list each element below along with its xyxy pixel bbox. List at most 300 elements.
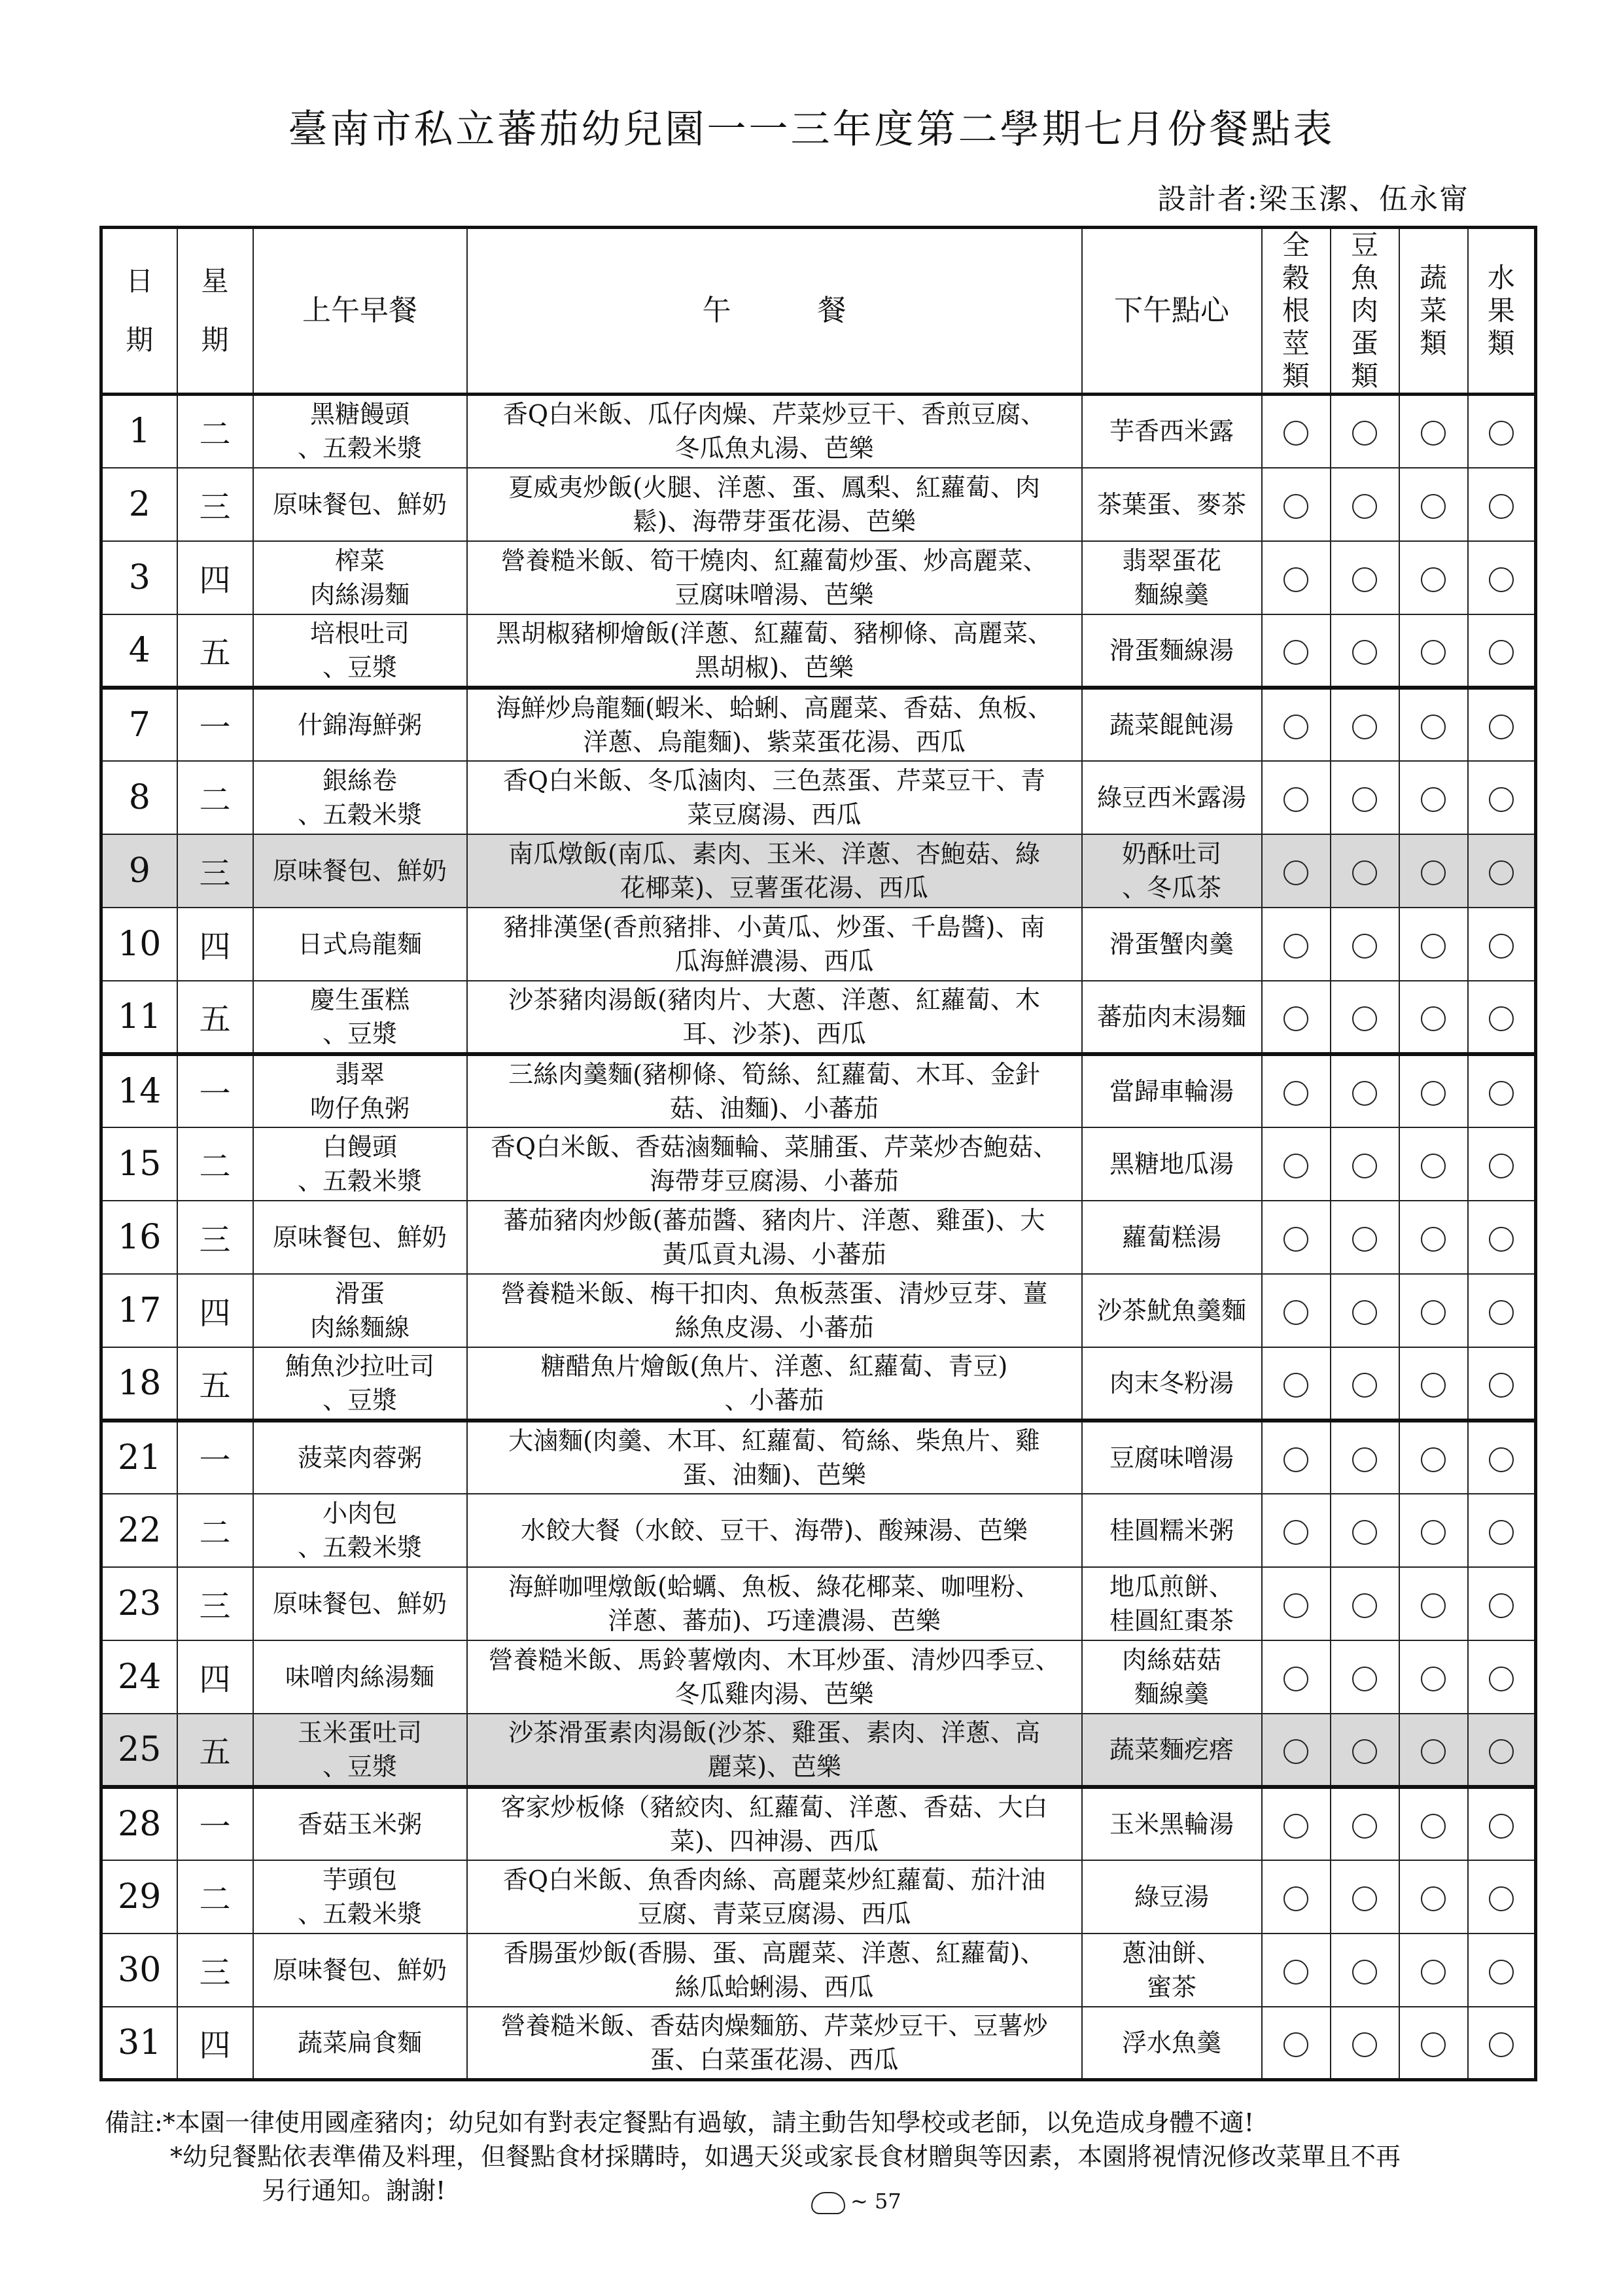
snack-cell-line: 肉絲菇菇 bbox=[1121, 1645, 1221, 1674]
day-cell: 3 bbox=[101, 541, 177, 614]
lunch-cell bbox=[467, 1714, 1082, 1787]
check-circle-icon[interactable] bbox=[1421, 1886, 1446, 1911]
snack-cell-line: 桂圓紅棗茶 bbox=[1109, 1606, 1234, 1635]
check-circle-icon[interactable] bbox=[1283, 2032, 1308, 2057]
lunch-cell-line: 冬瓜魚丸湯、芭樂 bbox=[674, 434, 874, 463]
breakfast-cell bbox=[253, 395, 467, 468]
check-circle-icon[interactable] bbox=[1283, 567, 1308, 592]
snack-cell-line: 綠豆湯 bbox=[1134, 1882, 1209, 1911]
breakfast-cell bbox=[253, 1860, 467, 1934]
breakfast-cell bbox=[253, 908, 467, 981]
breakfast-cell bbox=[253, 1567, 467, 1640]
check-circle-icon[interactable] bbox=[1421, 567, 1446, 592]
lunch-cell bbox=[467, 1274, 1082, 1347]
day-cell: 22 bbox=[101, 1494, 177, 1567]
check-circle-icon[interactable] bbox=[1421, 1739, 1446, 1764]
check-circle-icon[interactable] bbox=[1421, 1447, 1446, 1472]
breakfast-cell bbox=[253, 1640, 467, 1714]
snack-cell bbox=[1082, 981, 1262, 1054]
page-title: 臺南市私立蕃茄幼兒園一一三年度第二學期七月份餐點表 bbox=[288, 107, 1335, 152]
fruit-check-cell bbox=[1468, 1274, 1536, 1347]
grains-check-cell bbox=[1262, 1787, 1331, 1860]
snack-cell-line: 麵線羹 bbox=[1134, 580, 1209, 609]
lunch-cell bbox=[467, 1054, 1082, 1127]
note-line: *幼兒餐點依表準備及料理，但餐點食材採購時，如遇天災或家長食材贈與等因素，本園將視情況修改菜單且不再 bbox=[170, 2142, 1401, 2171]
breakfast-cell-line: 慶生蛋糕 bbox=[309, 985, 410, 1014]
snack-cell bbox=[1082, 1201, 1262, 1274]
snack-cell-line: 蕃茄肉末湯麵 bbox=[1096, 1002, 1246, 1031]
check-circle-icon[interactable] bbox=[1421, 1373, 1446, 1398]
check-circle-icon[interactable] bbox=[1352, 1006, 1377, 1031]
lunch-cell-line: 沙茶豬肉湯飯(豬肉片、大蔥、洋蔥、紅蘿蔔、木 bbox=[508, 985, 1040, 1014]
check-circle-icon[interactable] bbox=[1421, 1227, 1446, 1252]
check-circle-icon[interactable] bbox=[1489, 1886, 1514, 1911]
check-circle-icon[interactable] bbox=[1421, 1960, 1446, 1985]
check-circle-icon[interactable] bbox=[1283, 1300, 1308, 1325]
check-circle-icon[interactable] bbox=[1352, 1300, 1377, 1325]
breakfast-cell bbox=[253, 2007, 467, 2080]
lunch-cell-line: 豬排漢堡(香煎豬排、小黃瓜、炒蛋、千島醬)、南 bbox=[503, 912, 1045, 942]
table-body bbox=[101, 395, 1536, 2080]
lunch-cell-line: 香Q白米飯、香菇滷麵輪、菜脯蛋、芹菜炒杏鮑菇、 bbox=[490, 1132, 1058, 1161]
check-circle-icon[interactable] bbox=[1421, 1081, 1446, 1106]
check-circle-icon[interactable] bbox=[1489, 1520, 1514, 1545]
check-circle-icon[interactable] bbox=[1352, 1520, 1377, 1545]
check-circle-icon[interactable] bbox=[1352, 1886, 1377, 1911]
table-row bbox=[101, 1714, 1536, 1787]
snack-cell-line: 滑蛋蟹肉羹 bbox=[1109, 929, 1234, 959]
breakfast-cell bbox=[253, 834, 467, 908]
check-circle-icon[interactable] bbox=[1421, 421, 1446, 446]
lunch-cell bbox=[467, 2007, 1082, 2080]
snack-cell bbox=[1082, 541, 1262, 614]
check-circle-icon[interactable] bbox=[1352, 1739, 1377, 1764]
lunch-cell bbox=[467, 1567, 1082, 1640]
check-circle-icon[interactable] bbox=[1352, 1227, 1377, 1252]
check-circle-icon[interactable] bbox=[1283, 1960, 1308, 1985]
breakfast-cell-line: 培根吐司 bbox=[309, 618, 410, 648]
snack-cell-line: 奶酥吐司 bbox=[1121, 839, 1221, 868]
breakfast-cell bbox=[253, 1201, 467, 1274]
day-cell: 23 bbox=[101, 1567, 177, 1640]
smiley-face-icon bbox=[811, 2192, 845, 2214]
check-circle-icon[interactable] bbox=[1352, 567, 1377, 592]
lunch-cell-line: 豆腐、青菜豆腐湯、西瓜 bbox=[637, 1899, 911, 1928]
table-row bbox=[101, 1567, 1536, 1640]
day-cell: 31 bbox=[101, 2007, 177, 2080]
day-cell: 21 bbox=[101, 1421, 177, 1494]
check-circle-icon[interactable] bbox=[1283, 934, 1308, 959]
lunch-cell-line: 夏威夷炒飯(火腿、洋蔥、蛋、鳳梨、紅蘿蔔、肉 bbox=[508, 472, 1040, 502]
snack-cell-line: 蜜茶 bbox=[1146, 1972, 1196, 2002]
lunch-cell-line: 大滷麵(肉羹、木耳、紅蘿蔔、筍絲、柴魚片、雞 bbox=[508, 1426, 1040, 1455]
check-circle-icon[interactable] bbox=[1283, 1154, 1308, 1178]
breakfast-cell-line: 銀絲卷 bbox=[322, 766, 397, 795]
grains-check-cell bbox=[1262, 395, 1331, 468]
header-weekday: 星 期 bbox=[177, 228, 253, 395]
grains-check-cell bbox=[1262, 468, 1331, 541]
weekday-cell: 四 bbox=[177, 2007, 253, 2080]
lunch-cell bbox=[467, 614, 1082, 688]
check-circle-icon[interactable] bbox=[1421, 860, 1446, 885]
check-circle-icon[interactable] bbox=[1352, 1814, 1377, 1839]
lunch-cell-line: 水餃大餐（水餃、豆干、海帶)、酸辣湯、芭樂 bbox=[521, 1515, 1028, 1545]
snack-cell bbox=[1082, 1127, 1262, 1201]
breakfast-cell bbox=[253, 761, 467, 834]
snack-cell-line: 綠豆西米露湯 bbox=[1096, 783, 1246, 812]
check-circle-icon[interactable] bbox=[1489, 567, 1514, 592]
breakfast-cell bbox=[253, 1421, 467, 1494]
breakfast-cell-line: 、豆漿 bbox=[322, 1385, 397, 1415]
weekday-cell: 一 bbox=[177, 1421, 253, 1494]
check-circle-icon[interactable] bbox=[1489, 1667, 1514, 1691]
breakfast-cell bbox=[253, 981, 467, 1054]
protein-check-cell bbox=[1331, 834, 1399, 908]
page-number-text: ~ 57 bbox=[850, 2189, 901, 2214]
vegetables-check-cell bbox=[1399, 1640, 1468, 1714]
check-circle-icon[interactable] bbox=[1352, 787, 1377, 812]
fruit-check-cell bbox=[1468, 2007, 1536, 2080]
check-circle-icon[interactable] bbox=[1352, 1447, 1377, 1472]
check-circle-icon[interactable] bbox=[1283, 1593, 1308, 1618]
vegetables-check-cell bbox=[1399, 981, 1468, 1054]
snack-cell-line: 蘿蔔糕湯 bbox=[1121, 1222, 1221, 1252]
lunch-cell-line: 黑胡椒)、芭樂 bbox=[695, 652, 854, 682]
weekday-cell: 五 bbox=[177, 614, 253, 688]
vegetables-check-cell bbox=[1399, 1421, 1468, 1494]
check-circle-icon[interactable] bbox=[1421, 787, 1446, 812]
lunch-cell-line: 豆腐味噌湯、芭樂 bbox=[674, 580, 874, 609]
protein-check-cell bbox=[1331, 1421, 1399, 1494]
grains-check-cell bbox=[1262, 1201, 1331, 1274]
vegetables-check-cell bbox=[1399, 1787, 1468, 1860]
weekday-cell: 二 bbox=[177, 1494, 253, 1567]
protein-check-cell bbox=[1331, 1274, 1399, 1347]
check-circle-icon[interactable] bbox=[1489, 1227, 1514, 1252]
check-circle-icon[interactable] bbox=[1489, 1373, 1514, 1398]
check-circle-icon[interactable] bbox=[1352, 1667, 1377, 1691]
breakfast-cell-line: 、五穀米漿 bbox=[297, 434, 422, 463]
fruit-check-cell bbox=[1468, 1127, 1536, 1201]
check-circle-icon[interactable] bbox=[1421, 934, 1446, 959]
vegetables-check-cell bbox=[1399, 1860, 1468, 1934]
breakfast-cell-line: 滑蛋 bbox=[334, 1279, 385, 1308]
check-circle-icon[interactable] bbox=[1489, 715, 1514, 739]
protein-check-cell bbox=[1331, 1860, 1399, 1934]
lunch-cell-line: 絲瓜蛤蜊湯、西瓜 bbox=[674, 1972, 874, 2002]
table-row bbox=[101, 541, 1536, 614]
weekday-cell: 四 bbox=[177, 1274, 253, 1347]
breakfast-cell-line: 、五穀米漿 bbox=[297, 1166, 422, 1195]
snack-cell bbox=[1082, 1714, 1262, 1787]
check-circle-icon[interactable] bbox=[1489, 1081, 1514, 1106]
check-circle-icon[interactable] bbox=[1283, 1814, 1308, 1839]
breakfast-cell-line: 原味餐包、鮮奶 bbox=[272, 1222, 447, 1252]
check-circle-icon[interactable] bbox=[1283, 494, 1308, 519]
fruit-check-cell bbox=[1468, 688, 1536, 761]
weekday-cell: 二 bbox=[177, 1127, 253, 1201]
fruit-check-cell bbox=[1468, 1494, 1536, 1567]
fruit-check-cell bbox=[1468, 1934, 1536, 2007]
check-circle-icon[interactable] bbox=[1283, 715, 1308, 739]
lunch-cell-line: 海鮮咖哩燉飯(蛤蠣、魚板、綠花椰菜、咖哩粉、 bbox=[508, 1572, 1040, 1601]
fruit-check-cell bbox=[1468, 981, 1536, 1054]
check-circle-icon[interactable] bbox=[1489, 787, 1514, 812]
weekday-cell: 四 bbox=[177, 1640, 253, 1714]
day-cell: 2 bbox=[101, 468, 177, 541]
breakfast-cell-line: 、豆漿 bbox=[322, 1752, 397, 1781]
check-circle-icon[interactable] bbox=[1421, 1520, 1446, 1545]
table-row bbox=[101, 468, 1536, 541]
check-circle-icon[interactable] bbox=[1283, 860, 1308, 885]
check-circle-icon[interactable] bbox=[1421, 715, 1446, 739]
meal-table bbox=[99, 226, 1537, 2081]
lunch-cell bbox=[467, 761, 1082, 834]
check-circle-icon[interactable] bbox=[1352, 1960, 1377, 1985]
check-circle-icon[interactable] bbox=[1283, 1886, 1308, 1911]
header-lunch: 午 餐 bbox=[467, 228, 1082, 395]
vegetables-check-cell bbox=[1399, 2007, 1468, 2080]
day-cell: 30 bbox=[101, 1934, 177, 2007]
day-cell: 11 bbox=[101, 981, 177, 1054]
check-circle-icon[interactable] bbox=[1352, 860, 1377, 885]
check-circle-icon[interactable] bbox=[1489, 1593, 1514, 1618]
check-circle-icon[interactable] bbox=[1283, 787, 1308, 812]
snack-cell-line: 桂圓糯米粥 bbox=[1109, 1515, 1234, 1545]
breakfast-cell-line: 、五穀米漿 bbox=[297, 1532, 422, 1562]
check-circle-icon[interactable] bbox=[1352, 1373, 1377, 1398]
weekday-cell: 五 bbox=[177, 1347, 253, 1421]
check-circle-icon[interactable] bbox=[1283, 1739, 1308, 1764]
lunch-cell-line: 、小蕃茄 bbox=[724, 1385, 824, 1415]
snack-cell bbox=[1082, 614, 1262, 688]
check-circle-icon[interactable] bbox=[1489, 1447, 1514, 1472]
check-circle-icon[interactable] bbox=[1283, 1373, 1308, 1398]
lunch-cell bbox=[467, 395, 1082, 468]
check-circle-icon[interactable] bbox=[1352, 1593, 1377, 1618]
breakfast-cell-line: 鮪魚沙拉吐司 bbox=[285, 1351, 434, 1381]
check-circle-icon[interactable] bbox=[1352, 1154, 1377, 1178]
lunch-cell bbox=[467, 1934, 1082, 2007]
breakfast-cell-line: 香菇玉米粥 bbox=[297, 1809, 422, 1839]
check-circle-icon[interactable] bbox=[1421, 1006, 1446, 1031]
check-circle-icon[interactable] bbox=[1352, 1081, 1377, 1106]
breakfast-cell bbox=[253, 1787, 467, 1860]
snack-cell bbox=[1082, 761, 1262, 834]
lunch-cell-line: 糖醋魚片燴飯(魚片、洋蔥、紅蘿蔔、青豆) bbox=[540, 1351, 1008, 1381]
table-row bbox=[101, 1494, 1536, 1567]
protein-check-cell bbox=[1331, 1934, 1399, 2007]
grains-check-cell bbox=[1262, 1127, 1331, 1201]
check-circle-icon[interactable] bbox=[1489, 494, 1514, 519]
check-circle-icon[interactable] bbox=[1283, 1667, 1308, 1691]
fruit-check-cell bbox=[1468, 908, 1536, 981]
check-circle-icon[interactable] bbox=[1421, 1154, 1446, 1178]
lunch-cell bbox=[467, 981, 1082, 1054]
lunch-cell bbox=[467, 541, 1082, 614]
vegetables-check-cell bbox=[1399, 1934, 1468, 2007]
check-circle-icon[interactable] bbox=[1489, 421, 1514, 446]
lunch-cell bbox=[467, 1127, 1082, 1201]
lunch-cell bbox=[467, 468, 1082, 541]
snack-cell-line: 蔬菜麵疙瘩 bbox=[1109, 1735, 1234, 1764]
grains-check-cell bbox=[1262, 1860, 1331, 1934]
breakfast-cell-line: 吻仔魚粥 bbox=[309, 1093, 410, 1123]
lunch-cell bbox=[467, 1494, 1082, 1567]
day-cell: 16 bbox=[101, 1201, 177, 1274]
snack-cell-line: 麵線羹 bbox=[1134, 1679, 1209, 1708]
day-cell: 18 bbox=[101, 1347, 177, 1421]
protein-check-cell bbox=[1331, 541, 1399, 614]
lunch-cell-line: 黃瓜貢丸湯、小蕃茄 bbox=[662, 1239, 886, 1269]
vegetables-check-cell bbox=[1399, 761, 1468, 834]
check-circle-icon[interactable] bbox=[1489, 1154, 1514, 1178]
vegetables-check-cell bbox=[1399, 688, 1468, 761]
weekday-cell: 三 bbox=[177, 1934, 253, 2007]
lunch-cell-line: 香Q白米飯、冬瓜滷肉、三色蒸蛋、芹菜豆干、青 bbox=[502, 766, 1046, 795]
vegetables-check-cell bbox=[1399, 614, 1468, 688]
check-circle-icon[interactable] bbox=[1489, 860, 1514, 885]
snack-cell bbox=[1082, 1347, 1262, 1421]
check-circle-icon[interactable] bbox=[1283, 640, 1308, 665]
lunch-cell-line: 營養糙米飯、馬鈴薯燉肉、木耳炒蛋、清炒四季豆、 bbox=[488, 1645, 1060, 1674]
check-circle-icon[interactable] bbox=[1421, 1814, 1446, 1839]
breakfast-cell-line: 日式烏龍麵 bbox=[297, 929, 422, 959]
check-circle-icon[interactable] bbox=[1352, 2032, 1377, 2057]
breakfast-cell-line: 芋頭包 bbox=[322, 1865, 397, 1894]
breakfast-cell bbox=[253, 1934, 467, 2007]
lunch-cell bbox=[467, 1421, 1082, 1494]
breakfast-cell-line: 菠菜肉蓉粥 bbox=[297, 1443, 422, 1472]
check-circle-icon[interactable] bbox=[1421, 2032, 1446, 2057]
check-circle-icon[interactable] bbox=[1421, 1667, 1446, 1691]
check-circle-icon[interactable] bbox=[1489, 1300, 1514, 1325]
breakfast-cell bbox=[253, 1494, 467, 1567]
check-circle-icon[interactable] bbox=[1421, 640, 1446, 665]
check-circle-icon[interactable] bbox=[1489, 934, 1514, 959]
fruit-check-cell bbox=[1468, 1640, 1536, 1714]
grains-check-cell bbox=[1262, 1421, 1331, 1494]
grains-check-cell bbox=[1262, 1640, 1331, 1714]
breakfast-cell-line: 原味餐包、鮮奶 bbox=[272, 1589, 447, 1618]
check-circle-icon[interactable] bbox=[1421, 494, 1446, 519]
fruit-check-cell bbox=[1468, 1714, 1536, 1787]
snack-cell-line: 玉米黑輪湯 bbox=[1109, 1809, 1234, 1839]
check-circle-icon[interactable] bbox=[1489, 1960, 1514, 1985]
breakfast-cell-line: 榨菜 bbox=[334, 546, 385, 575]
breakfast-cell-line: 原味餐包、鮮奶 bbox=[272, 489, 447, 519]
lunch-cell-line: 菜)、四神湯、西瓜 bbox=[670, 1826, 879, 1856]
fruit-check-cell bbox=[1468, 1201, 1536, 1274]
check-circle-icon[interactable] bbox=[1283, 421, 1308, 446]
table-row bbox=[101, 834, 1536, 908]
table-row bbox=[101, 1421, 1536, 1494]
fruit-check-cell bbox=[1468, 1347, 1536, 1421]
weekday-cell: 三 bbox=[177, 1201, 253, 1274]
grains-check-cell bbox=[1262, 761, 1331, 834]
check-circle-icon[interactable] bbox=[1283, 1447, 1308, 1472]
check-circle-icon[interactable] bbox=[1489, 640, 1514, 665]
snack-cell-line: 、冬瓜茶 bbox=[1121, 873, 1221, 902]
snack-cell bbox=[1082, 1567, 1262, 1640]
breakfast-cell-line: 原味餐包、鮮奶 bbox=[272, 856, 447, 885]
day-cell: 25 bbox=[101, 1714, 177, 1787]
check-circle-icon[interactable] bbox=[1352, 421, 1377, 446]
lunch-cell-line: 鬆)、海帶芽蛋花湯、芭樂 bbox=[633, 506, 916, 536]
lunch-cell-line: 耳、沙茶)、西瓜 bbox=[682, 1019, 866, 1048]
check-circle-icon[interactable] bbox=[1352, 494, 1377, 519]
lunch-cell-line: 菜豆腐湯、西瓜 bbox=[687, 800, 862, 829]
check-circle-icon[interactable] bbox=[1352, 640, 1377, 665]
snack-cell bbox=[1082, 908, 1262, 981]
protein-check-cell bbox=[1331, 761, 1399, 834]
protein-check-cell bbox=[1331, 688, 1399, 761]
check-circle-icon[interactable] bbox=[1352, 715, 1377, 739]
protein-check-cell bbox=[1331, 1201, 1399, 1274]
snack-cell-line: 沙茶魷魚羹麵 bbox=[1096, 1296, 1246, 1325]
weekday-cell: 一 bbox=[177, 688, 253, 761]
table-row bbox=[101, 1860, 1536, 1934]
day-cell: 9 bbox=[101, 834, 177, 908]
check-circle-icon[interactable] bbox=[1421, 1593, 1446, 1618]
weekday-cell: 二 bbox=[177, 395, 253, 468]
check-circle-icon[interactable] bbox=[1489, 1814, 1514, 1839]
breakfast-cell bbox=[253, 468, 467, 541]
breakfast-cell bbox=[253, 541, 467, 614]
lunch-cell-line: 洋蔥、烏龍麵)、紫菜蛋花湯、西瓜 bbox=[583, 727, 966, 756]
grains-check-cell bbox=[1262, 834, 1331, 908]
protein-check-cell bbox=[1331, 468, 1399, 541]
snack-cell bbox=[1082, 1860, 1262, 1934]
check-circle-icon[interactable] bbox=[1489, 1739, 1514, 1764]
snack-cell bbox=[1082, 1421, 1262, 1494]
lunch-cell bbox=[467, 834, 1082, 908]
snack-cell-line: 地瓜煎餅、 bbox=[1109, 1572, 1234, 1601]
lunch-cell-line: 菇、油麵)、小蕃茄 bbox=[670, 1093, 879, 1123]
check-circle-icon[interactable] bbox=[1283, 1006, 1308, 1031]
check-circle-icon[interactable] bbox=[1283, 1227, 1308, 1252]
check-circle-icon[interactable] bbox=[1489, 2032, 1514, 2057]
breakfast-cell-line: 玉米蛋吐司 bbox=[297, 1718, 422, 1747]
check-circle-icon[interactable] bbox=[1352, 934, 1377, 959]
grains-check-cell bbox=[1262, 1714, 1331, 1787]
breakfast-cell bbox=[253, 1127, 467, 1201]
check-circle-icon[interactable] bbox=[1283, 1520, 1308, 1545]
table-row bbox=[101, 1347, 1536, 1421]
table-header-row bbox=[101, 228, 1536, 395]
header-snack: 下午點心 bbox=[1082, 228, 1262, 395]
day-cell: 24 bbox=[101, 1640, 177, 1714]
weekday-cell: 一 bbox=[177, 1054, 253, 1127]
lunch-cell bbox=[467, 908, 1082, 981]
designer-credit: 設計者:梁玉潔、伍永甯 bbox=[1157, 183, 1469, 216]
day-cell: 14 bbox=[101, 1054, 177, 1127]
fruit-check-cell bbox=[1468, 1860, 1536, 1934]
check-circle-icon[interactable] bbox=[1489, 1006, 1514, 1031]
table-row bbox=[101, 2007, 1536, 2080]
check-circle-icon[interactable] bbox=[1283, 1081, 1308, 1106]
grains-check-cell bbox=[1262, 1054, 1331, 1127]
grains-check-cell bbox=[1262, 688, 1331, 761]
day-cell: 1 bbox=[101, 395, 177, 468]
lunch-cell-line: 絲魚皮湯、小蕃茄 bbox=[674, 1313, 874, 1342]
breakfast-cell-line: 蔬菜扁食麵 bbox=[297, 2028, 422, 2057]
lunch-cell-line: 香Q白米飯、魚香肉絲、高麗菜炒紅蘿蔔、茄汁油 bbox=[502, 1865, 1046, 1894]
protein-check-cell bbox=[1331, 395, 1399, 468]
lunch-cell-line: 營養糙米飯、香菇肉燥麵筋、芹菜炒豆干、豆薯炒 bbox=[500, 2011, 1048, 2040]
lunch-cell-line: 麗菜)、芭樂 bbox=[707, 1752, 841, 1781]
check-circle-icon[interactable] bbox=[1421, 1300, 1446, 1325]
